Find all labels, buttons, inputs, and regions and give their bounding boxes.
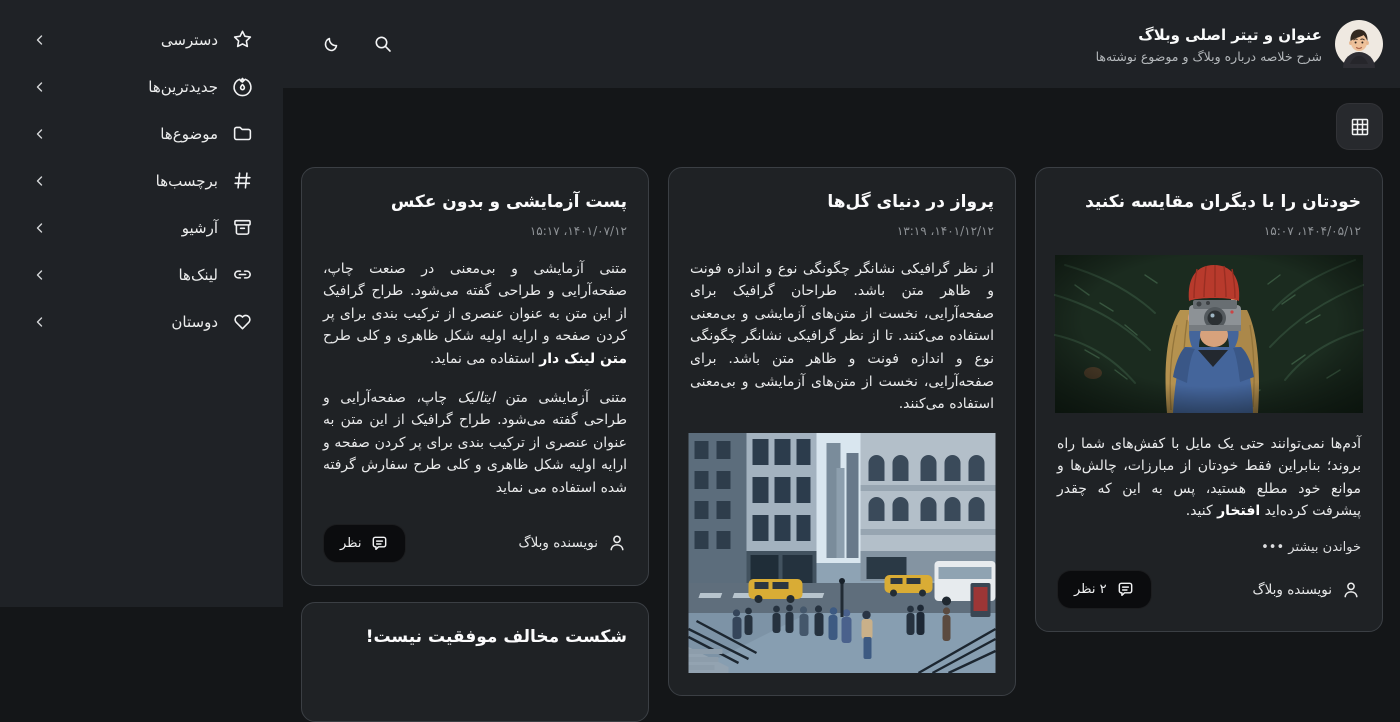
search-icon <box>372 33 394 55</box>
link-icon <box>231 264 253 286</box>
star-icon <box>231 29 253 51</box>
sidebar-item-label: جدیدترین‌ها <box>148 77 218 96</box>
excerpt-paragraph <box>323 387 627 500</box>
person-icon <box>1341 580 1361 600</box>
sidebar-item-label: برچسب‌ها <box>155 171 218 190</box>
search-button[interactable] <box>370 31 396 57</box>
comments-count-label: نظر <box>340 535 362 551</box>
chevron-left-icon <box>34 269 46 281</box>
sidebar-item-newest[interactable] <box>0 63 283 110</box>
post-image-woman-with-camera <box>1057 255 1361 413</box>
posts-content <box>283 88 1400 722</box>
chevron-left-icon <box>34 316 46 328</box>
grid-icon <box>1349 116 1371 138</box>
main-area <box>283 0 1400 647</box>
read-more-link[interactable]: خواندن بیشتر ••• <box>1261 540 1361 556</box>
excerpt-text: کنید. <box>1185 503 1218 520</box>
sidebar-item-label: آرشیو <box>181 218 218 237</box>
sidebar-item-label: موضوع‌ها <box>160 124 218 143</box>
comments-count-label: ۲ نظر <box>1074 582 1107 598</box>
excerpt-text: متنی آزمایشی متن <box>494 389 627 406</box>
hash-icon <box>231 170 253 192</box>
archive-icon <box>231 217 253 239</box>
comments-button[interactable] <box>1057 570 1152 609</box>
folder-icon <box>231 123 253 145</box>
excerpt-text: استفاده می نماید. <box>429 351 540 368</box>
excerpt-text: آدم‌ها نمی‌توانند حتی یک مایل با کفش‌های شما راه بروند؛ بنابراین فقط خودتان از مبارزات، چالش‌ها و موانع خود مطلع هستید، پس به این که چقدر پیشرفت کرده‌اید <box>1057 435 1361 520</box>
excerpt-text: متنی آزمایشی و بی‌معنی در صنعت چاپ، صفحه‌آرایی و طراحی گفته می‌شود. طراح گرافیک از این متن به عنوان عنصری از ترکیب بندی برای پر کردن صفحه و ارایه اولیه شکل ظاهری و کلی طرح <box>323 260 627 345</box>
blog-identity <box>1096 20 1383 68</box>
post-footer <box>323 524 627 563</box>
posts-column <box>1035 167 1383 632</box>
post-footer <box>1057 570 1361 609</box>
chevron-left-icon <box>34 222 46 234</box>
chevron-left-icon <box>34 81 46 93</box>
hot-icon <box>231 76 253 98</box>
post-excerpt <box>323 258 627 500</box>
excerpt-bold-text: افتخار <box>1217 503 1261 520</box>
author-name: نویسنده وبلاگ <box>518 535 598 552</box>
post-date: ۱۴۰۴/۰۵/۱۲، ۱۵:۰۷ <box>1263 223 1361 238</box>
sidebar-item-archive[interactable] <box>0 204 283 251</box>
header <box>283 0 1400 88</box>
post-excerpt: از نظر گرافیکی نشانگر چگونگی نوع و اندازه فونت و ظاهر متن باشد. طراحان گرافیک برای صفحه‌آرایی، نخست از متن‌های آزمایشی و بی‌معنی استفاده می‌کنند. تا از نظر گرافیکی نشانگر چگونگی نوع و اندازه فونت و ظاهر متن باشد. برای صفحه‌آرایی، نخست از متن‌های آزمایشی و بی‌معنی استفاده می‌کنند. <box>690 260 994 413</box>
post-card-compare-yourself <box>1035 167 1383 632</box>
posts-column <box>301 167 649 722</box>
blog-subtitle: شرح خلاصه درباره وبلاگ و موضوع نوشته‌ها <box>1095 49 1322 65</box>
sidebar-item-topics[interactable] <box>0 110 283 157</box>
post-author <box>1253 580 1361 600</box>
post-author <box>519 533 627 553</box>
post-excerpt <box>1057 433 1361 523</box>
post-date: ۱۴۰۱/۱۲/۱۲، ۱۳:۱۹ <box>896 223 994 238</box>
excerpt-italic-text: ایتالیک <box>457 389 495 406</box>
blog-author-avatar <box>1335 20 1383 68</box>
post-title[interactable]: شکست مخالف موفقیت نیست! <box>365 626 627 647</box>
sidebar-item-friends[interactable] <box>0 298 283 345</box>
posts-grid <box>301 167 1383 722</box>
moon-icon <box>320 33 342 55</box>
sidebar-item-links[interactable] <box>0 251 283 298</box>
blog-title: عنوان و تیتر اصلی وبلاگ <box>1138 25 1322 44</box>
post-card-test-no-image <box>301 167 649 586</box>
posts-column <box>668 167 1016 696</box>
post-card-flying-in-flowers <box>668 167 1016 696</box>
excerpt-text: چاپ، صفحه‌آرایی و طراحی گفته می‌شود. طراح گرافیک از این متن به عنوان عنصری از ترکیب بندی برای پر کردن صفحه و ارایه اولیه شکل ظاهری و کلی طرح سفارش گرفته شده استفاده می نماید <box>323 389 627 496</box>
chevron-left-icon <box>34 175 46 187</box>
excerpt-paragraph <box>323 258 627 371</box>
sidebar-item-access[interactable] <box>0 16 283 63</box>
comment-icon <box>370 534 389 553</box>
sidebar-item-label: دسترسی <box>160 30 218 49</box>
post-card-failure-not-opposite <box>301 602 649 722</box>
comment-icon <box>1116 580 1135 599</box>
grid-view-toggle-button[interactable] <box>1336 103 1383 150</box>
comments-button[interactable] <box>323 524 406 563</box>
sidebar-item-label: لینک‌ها <box>178 265 218 284</box>
post-date: ۱۴۰۱/۰۷/۱۲، ۱۵:۱۷ <box>529 223 627 238</box>
post-title[interactable]: پرواز در دنیای گل‌ها <box>827 192 994 212</box>
author-name: نویسنده وبلاگ <box>1252 581 1332 598</box>
excerpt-link-bold-text[interactable]: متن لینک دار <box>539 351 627 368</box>
chevron-left-icon <box>34 34 46 46</box>
post-image-city-street <box>690 433 994 673</box>
sidebar <box>0 0 283 607</box>
sidebar-item-tags[interactable] <box>0 157 283 204</box>
post-title[interactable]: پست آزمایشی و بدون عکس <box>390 192 627 212</box>
sidebar-item-label: دوستان <box>171 312 218 331</box>
post-title[interactable]: خودتان را با دیگران مقایسه نکنید <box>1085 192 1361 212</box>
chevron-left-icon <box>34 128 46 140</box>
person-icon <box>607 533 627 553</box>
theme-toggle-button[interactable] <box>318 31 344 57</box>
heart-icon <box>231 311 253 333</box>
